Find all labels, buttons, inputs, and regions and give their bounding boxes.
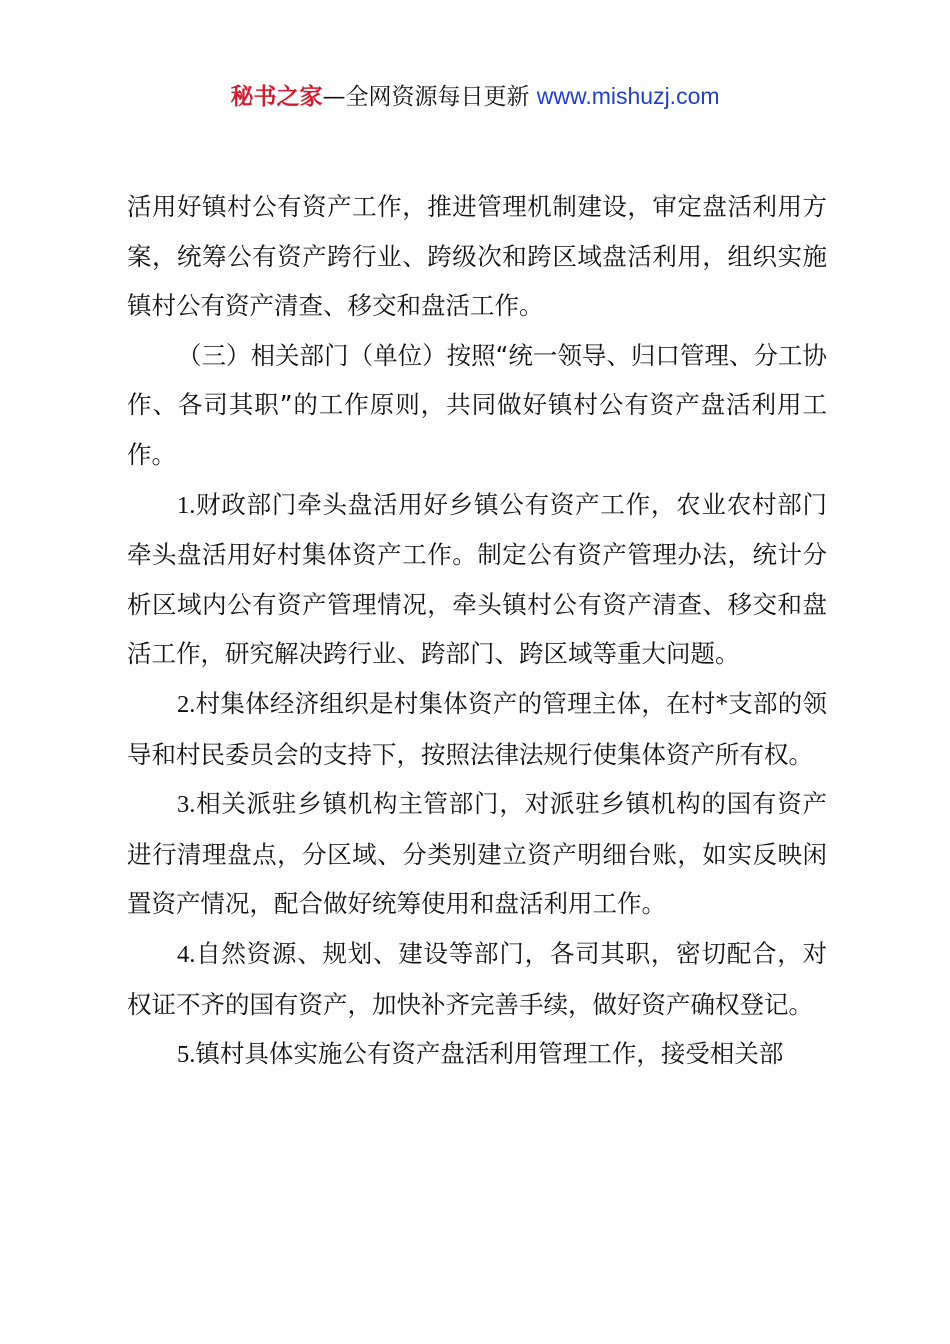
paragraph-text: 自然资源、规划、建设等部门，各司其职，密切配合，对权证不齐的国有资产，加快补齐完善手续，做好资产确权登记。 xyxy=(127,938,827,1019)
paragraph-item-1 xyxy=(127,480,827,679)
paragraph-text: 相关派驻乡镇机构主管部门，对派驻乡镇机构的国有资产进行清理盘点，分区域、分类别建立资产明细台账，如实反映闲置资产情况，配合做好统筹使用和盘活利用工作。 xyxy=(127,789,827,919)
page-header xyxy=(0,80,950,113)
item-number: 5. xyxy=(177,1041,196,1069)
item-number: 2. xyxy=(177,690,196,718)
document-body xyxy=(127,182,827,1080)
paragraph-text: 村集体经济组织是村集体资产的管理主体，在村*支部的领导和村民委员会的支持下，按照法律法规行使集体资产所有权。 xyxy=(127,688,827,769)
paragraph-text: 财政部门牵头盘活用好乡镇公有资产工作，农业农村部门牵头盘活用好村集体资产工作。制定公有资产管理办法，统计分析区域内公有资产管理情况，牵头镇村公有资产清查、移交和盘活工作，研究解决跨行业、跨部门、跨区域等重大问题。 xyxy=(127,489,827,669)
paragraph-continuation xyxy=(127,182,827,331)
header-tagline: —全网资源每日更新 xyxy=(322,84,537,110)
paragraph-text: （三）相关部门（单位）按照“统一领导、归口管理、分工协作、各司其职”的工作原则，共同做好镇村公有资产盘活利用工作。 xyxy=(127,340,827,469)
paragraph-item-2 xyxy=(127,679,827,779)
item-number: 3. xyxy=(177,791,196,819)
paragraph-item-4 xyxy=(127,929,827,1029)
brand-name: 秘书之家 xyxy=(230,84,323,110)
website-url[interactable]: www.mishuzj.com xyxy=(536,83,720,109)
item-number: 4. xyxy=(177,940,196,968)
paragraph-item-3 xyxy=(127,779,827,929)
paragraph-text: 活用好镇村公有资产工作，推进管理机制建设，审定盘活利用方案，统筹公有资产跨行业、跨级次和跨区域盘活利用，组织实施镇村公有资产清查、移交和盘活工作。 xyxy=(127,192,827,321)
paragraph-text: 镇村具体实施公有资产盘活利用管理工作，接受相关部 xyxy=(195,1039,784,1069)
paragraph-section-three xyxy=(127,331,827,480)
item-number: 1. xyxy=(177,491,196,519)
paragraph-item-5 xyxy=(127,1029,827,1080)
